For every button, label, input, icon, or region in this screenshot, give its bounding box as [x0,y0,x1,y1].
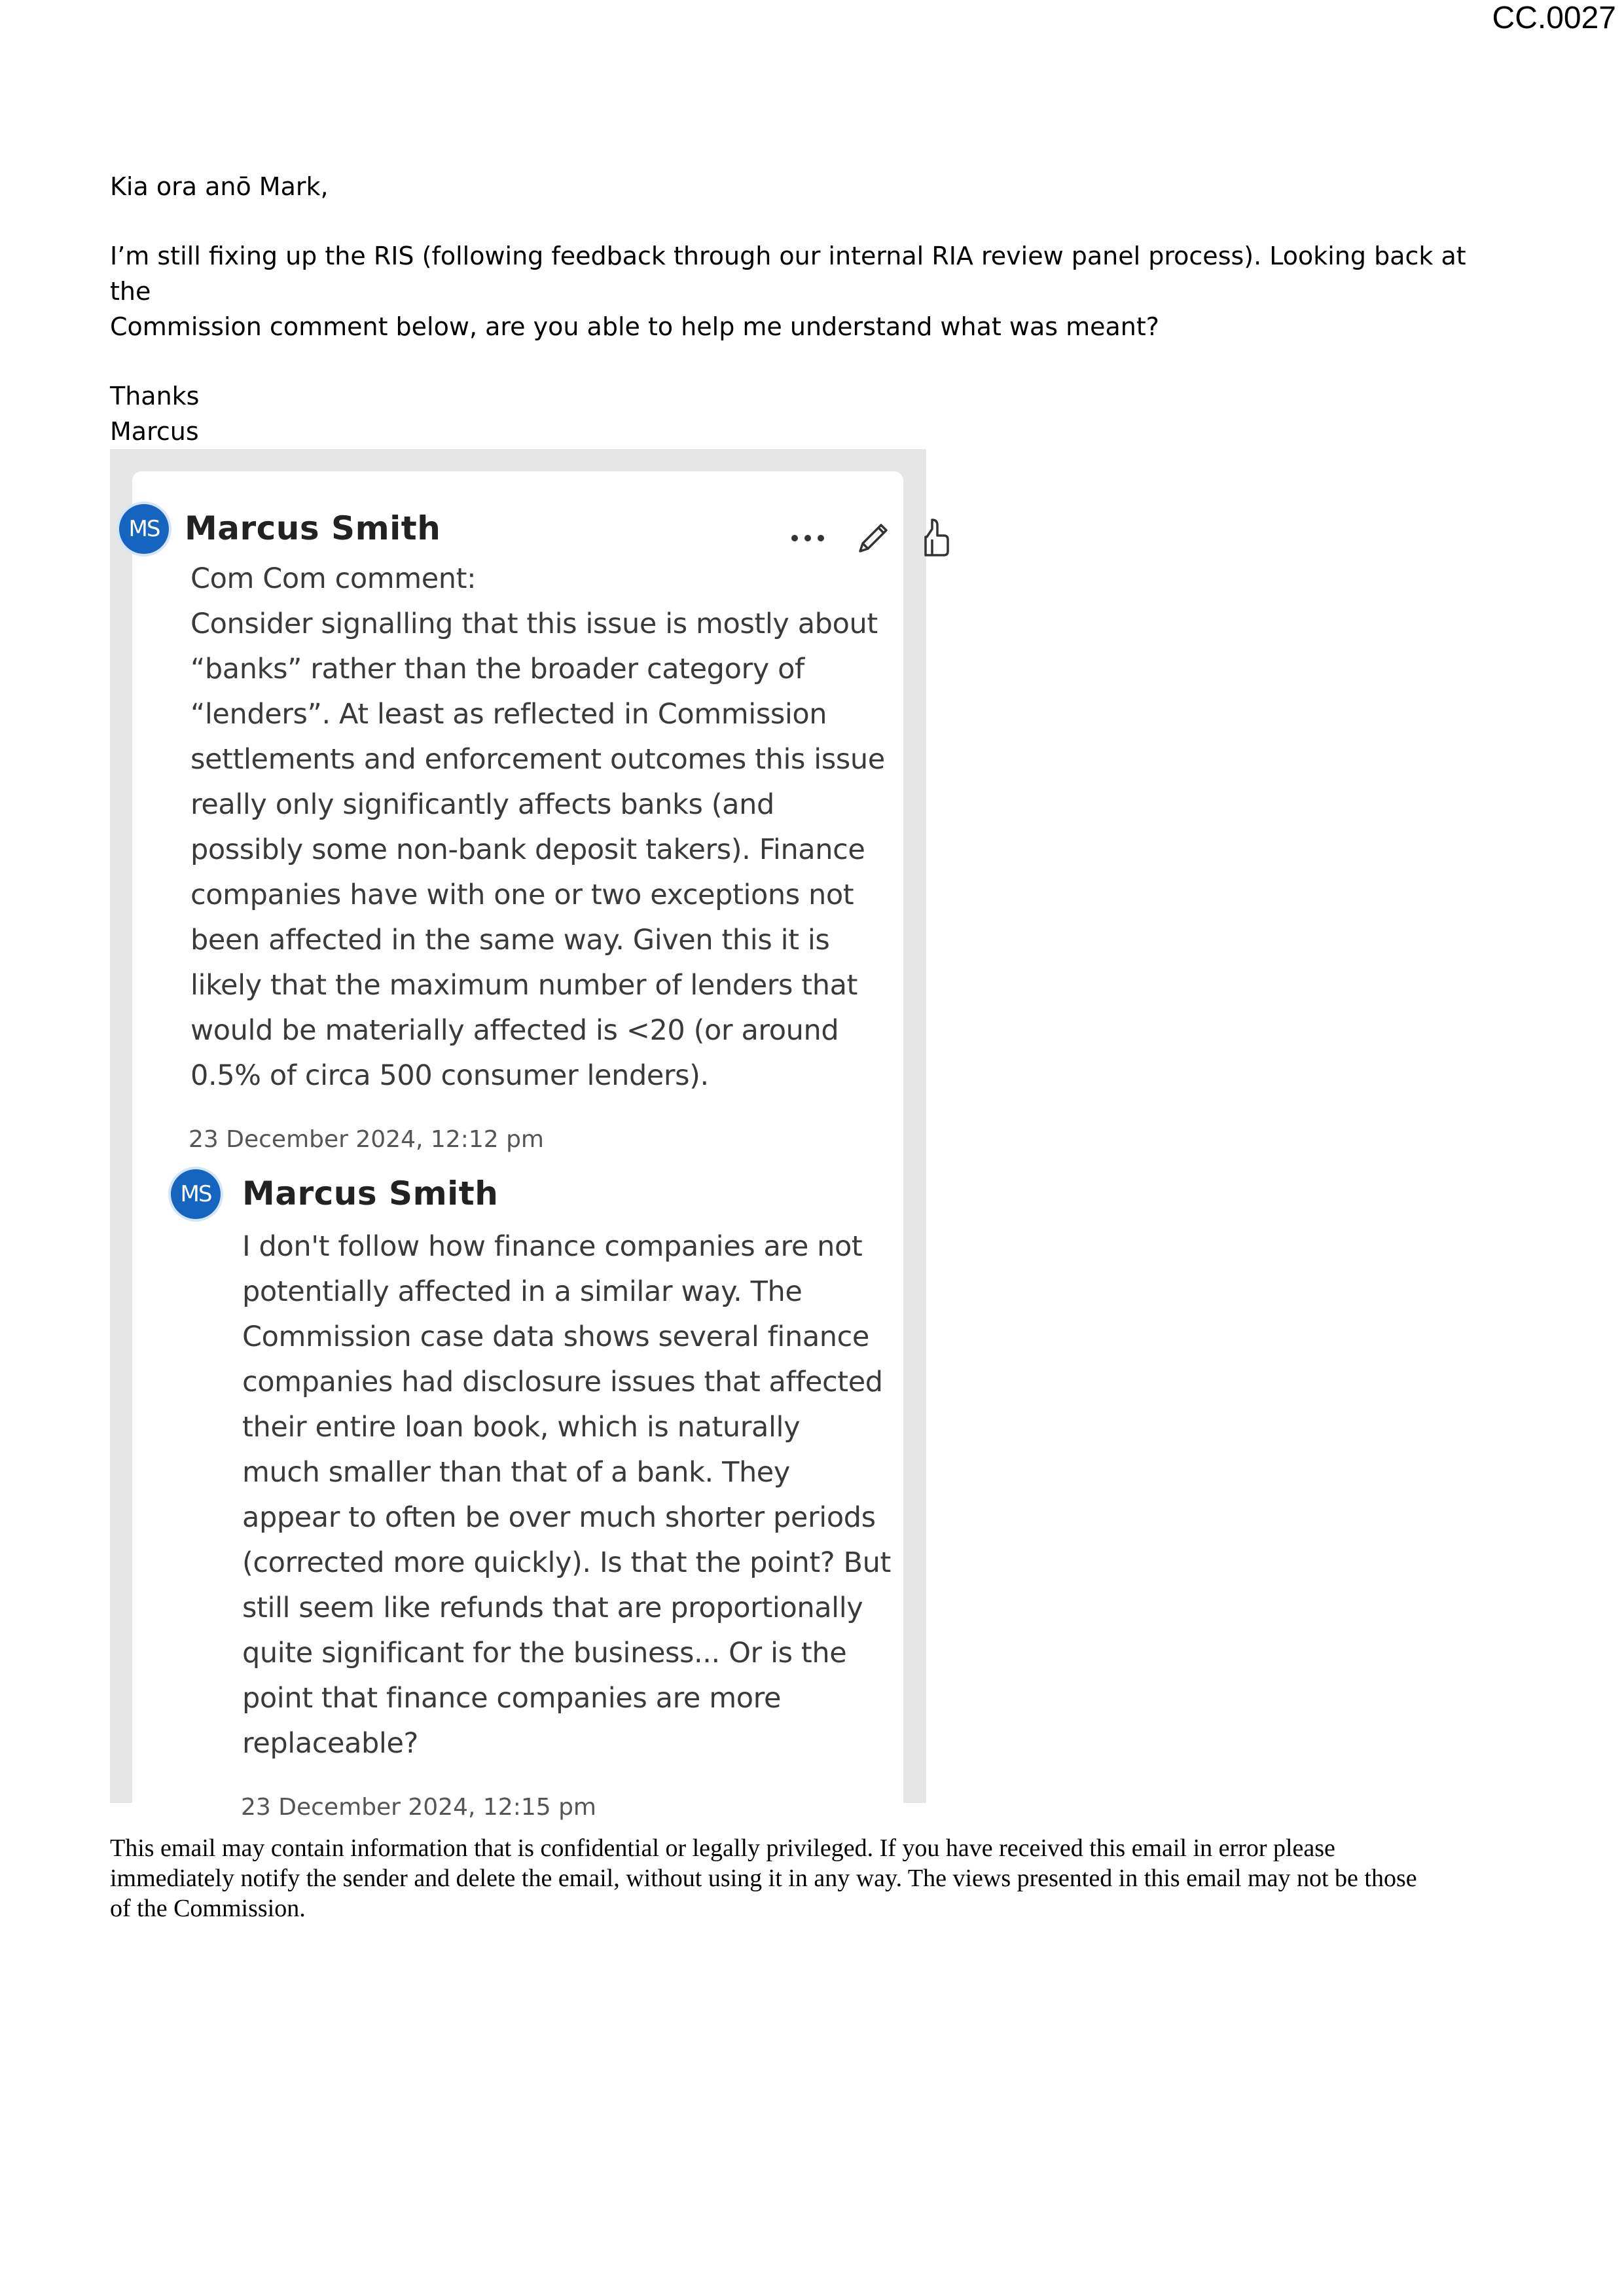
comment-actions [789,517,953,562]
comment-screenshot [110,449,926,1821]
comment-line: really only significantly affects banks (and [190,788,774,821]
comment-thread [128,471,903,1821]
comment-line: companies have with one or two exceptions not [190,879,854,911]
comment-line: Commission case data shows several finance [242,1321,869,1353]
comment-line: would be materially affected is <20 (or around [190,1014,839,1047]
disclaimer-line: of the Commission. [110,1895,306,1922]
comment-line: point that finance companies are more [242,1682,782,1715]
comment-timestamp: 23 December 2024, 12:12 pm [189,1126,544,1153]
comment-timestamp: 23 December 2024, 12:15 pm [241,1794,596,1821]
email-paragraph-line: Commission comment below, are you able to help me understand what was meant? [110,312,1159,341]
comment-line: possibly some non-bank deposit takers). Finance [190,833,865,866]
email-signature: Marcus [110,417,199,446]
comment-line: I don't follow how finance companies are not [242,1230,863,1263]
more-options-icon[interactable] [789,532,829,548]
comment-line: still seem like refunds that are proportionally [242,1592,863,1624]
edit-pencil-icon[interactable] [854,519,893,561]
comment-line: replaceable? [242,1727,418,1760]
disclaimer-line: immediately notify the sender and delete the email, without using it in any way. The views presented in this email may not be those [110,1865,1417,1892]
disclaimer-line: This email may contain information that is confidential or legally privileged. If you have received this email in error please [110,1834,1335,1862]
comment-body [190,556,885,1099]
comment-line: companies had disclosure issues that affected [242,1366,883,1398]
comment-line: settlements and enforcement outcomes this issue [190,743,885,776]
comment-line: much smaller than that of a bank. They [242,1456,790,1489]
comment-line: (corrected more quickly). Is that the point? But [242,1546,891,1579]
email-disclaimer [110,1833,1485,1923]
email-body [110,169,1485,449]
comment-line: their entire loan book, which is naturally [242,1411,801,1444]
email-paragraph-line: I’m still fixing up the RIS (following feedback through our internal RIA review panel process). Looking back at the [110,242,1466,306]
comment-author: Marcus Smith [185,509,441,547]
comment-line: Com Com comment: [190,562,477,595]
comment-line: likely that the maximum number of lenders that [190,969,858,1002]
comment-line: been affected in the same way. Given this it is [190,924,830,957]
like-thumb-icon[interactable] [918,517,953,562]
comment-line: Consider signalling that this issue is mostly about [190,608,878,640]
comment-line: “banks” rather than the broader category of [190,653,804,685]
document-reference: CC.0027 [1492,1,1616,35]
comment-line: appear to often be over much shorter periods [242,1501,876,1534]
comment-author: Marcus Smith [242,1175,499,1212]
email-signoff: Thanks [110,382,200,410]
comment-line: potentially affected in a similar way. The [242,1275,803,1308]
comment-body [242,1224,891,1766]
comment-line: quite significant for the business... Or is the [242,1637,847,1669]
comment-line: “lenders”. At least as reflected in Commission [190,698,827,731]
email-greeting: Kia ora anō Mark, [110,172,329,201]
comment-line: 0.5% of circa 500 consumer lenders). [190,1059,709,1092]
avatar: MS [171,1169,221,1219]
email-paragraph [110,238,1485,344]
avatar: MS [119,504,169,554]
